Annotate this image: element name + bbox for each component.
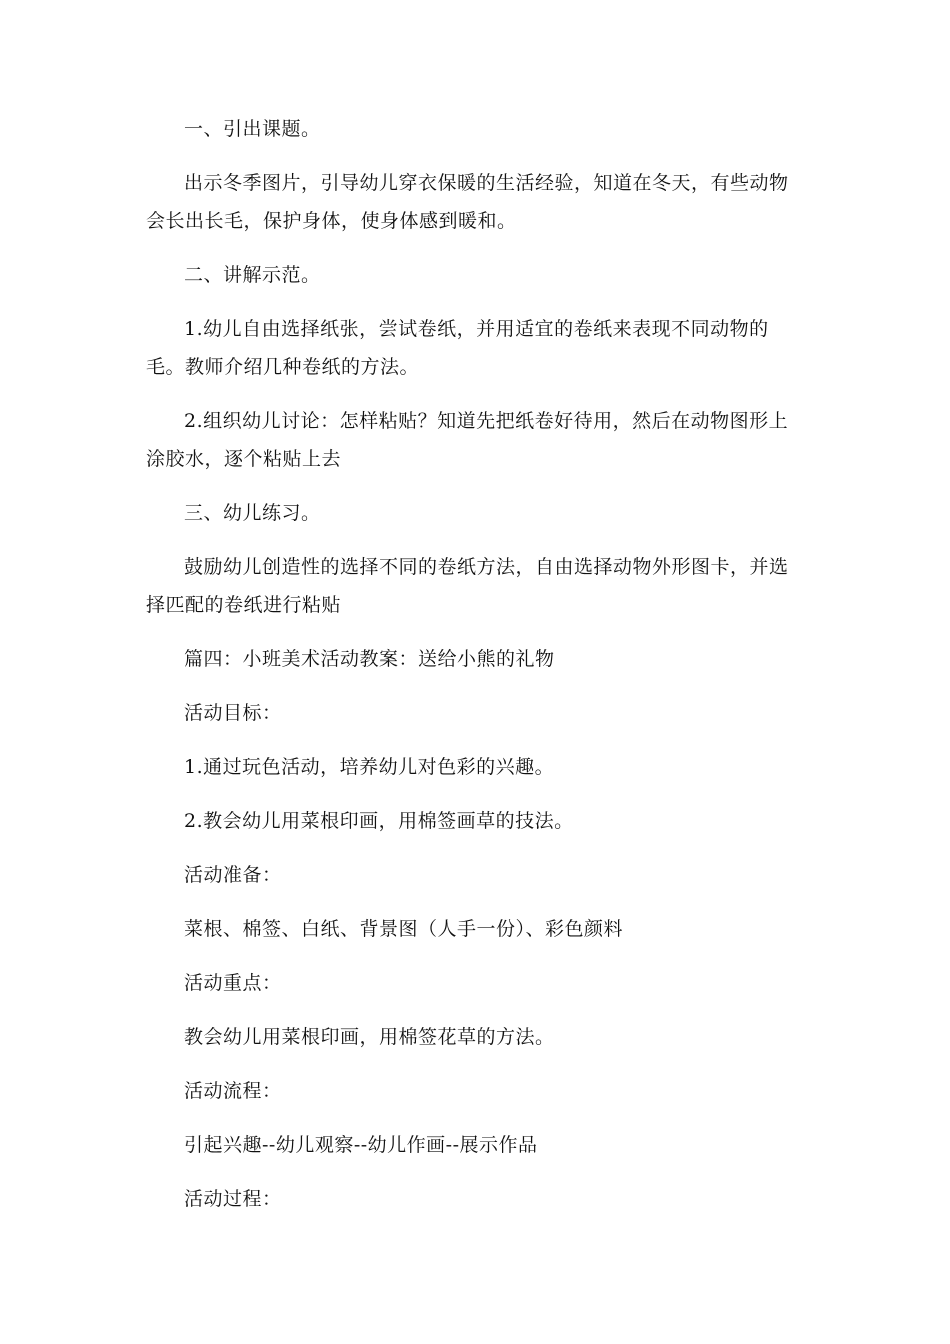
lesson-title: 篇四：小班美术活动教案：送给小熊的礼物 [184,648,555,670]
paragraph-step-2: 2.组织幼儿讨论：怎样粘贴？知道先把纸卷好待用，然后在动物图形上涂胶水，逐个粘贴上去 [146,410,789,470]
flow-text: 引起兴趣--幼儿观察--幼儿作画--展示作品 [184,1134,538,1156]
heading-process: 活动过程： [184,1188,282,1210]
heading-flow: 活动流程： [184,1080,282,1102]
heading-preparation: 活动准备： [184,864,282,886]
preparation-materials: 菜根、棉签、白纸、背景图（人手一份）、彩色颜料 [184,918,624,940]
goal-1: 1.通过玩色活动，培养幼儿对色彩的兴趣。 [184,756,555,778]
goal-2: 2.教会幼儿用菜根印画，用棉签画草的技法。 [184,810,574,832]
focus-text: 教会幼儿用菜根印画，用棉签花草的方法。 [184,1026,555,1048]
heading-goals: 活动目标： [184,702,282,724]
section-heading-intro: 一、引出课题。 [184,118,321,140]
paragraph-step-1: 1.幼儿自由选择纸张，尝试卷纸，并用适宜的卷纸来表现不同动物的毛。教师介绍几种卷纸的方法。 [146,318,769,378]
document-page [146,110,806,1234]
heading-focus: 活动重点： [184,972,282,994]
section-heading-demo: 二、讲解示范。 [184,264,321,286]
section-heading-practice: 三、幼儿练习。 [184,502,321,524]
paragraph-practice: 鼓励幼儿创造性的选择不同的卷纸方法，自由选择动物外形图卡，并选择匹配的卷纸进行粘贴 [146,556,789,616]
paragraph-winter-pictures: 出示冬季图片，引导幼儿穿衣保暖的生活经验，知道在冬天，有些动物会长出长毛，保护身体，使身体感到暖和。 [146,172,789,232]
